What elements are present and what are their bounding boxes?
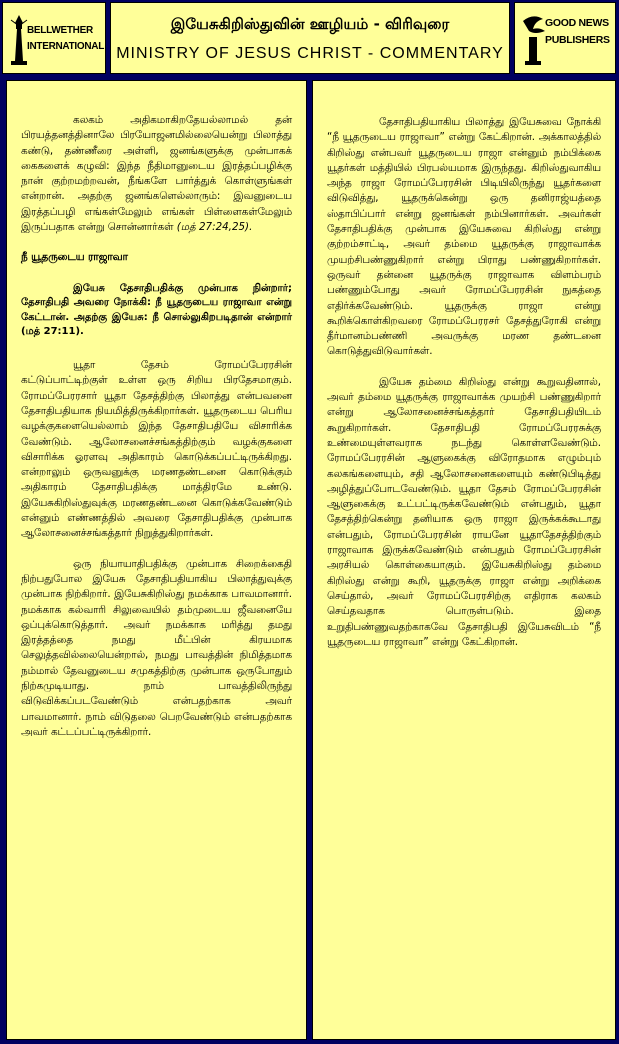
good-news-line2: PUBLISHERS xyxy=(545,34,610,46)
title-tamil: இயேசுகிறிஸ்துவின் ஊழியம் - விரிவுரை xyxy=(170,15,450,33)
bellwether-line2: INTERNATIONAL xyxy=(27,41,105,52)
right-column xyxy=(312,80,616,1040)
left-paragraph-2: யூதா தேசம் ரோமப்பேரரசின் கட்டுப்பாட்டிற்குள் உள்ள ஒரு சிறிய பிரதேசமாகும். ரோமப்பேரரசார் யூதா தேசத்திற்கு பிலாத்து என்பவனை தேசாதிபதியாக நியமித்திருக்கிறார்கள். யூதருடைய பெரிய வழக்குகளையெல்லாம் இந்த தேசாதிபதியே விசாரிக்க வேண்டும். ஆலோசனைச்சங்கத்திற்கும் வழக்குகளை விசாரிக்க ஓரளவு அதிகாரம் கொடுக்கப்பட்டிருக்கிறது. என்றாலும் ஒருவனுக்கு மரணதண்டனை கொடுக்கும் அதிகாரம் தேசாதிபதிக்கு மாத்திரமே உண்டு. இயேசுகிறிஸ்துவுக்கு மரணதண்டனை கொடுக்கவேண்டும் என்னும் எண்ணத்தில் அவரை தேசாதிபதிக்கு முன்பாக ஆலோசனைச்சங்கத்தார் நிறுத்துகிறார்கள். xyxy=(21,359,292,540)
scripture-reference: (மத் 27:24,25). xyxy=(176,221,253,234)
good-news-line1: GOOD NEWS xyxy=(545,17,609,29)
right-paragraph-2: இயேசு தம்மை கிறிஸ்து என்று கூறுவதினால், அவர் தம்மை யூதருக்கு ராஜாவாக்க முயற்சி பண்ணுகிறார் என்று ஆலோசனைச்சங்கத்தார் தேசாதிபதியிடம் கூறுகிறார்கள். தேசாதிபதி ரோமப்பேரரசுக்கு உண்மையுள்ளவராக நடந்து கொள்ளவேண்டும். ரோமப்பேரரசின் ஆளுகைக்கு விரோதமாக எழும்பும் கலகங்களையும், சதி ஆலோசனைகளையும் கண்டுபிடித்து அழித்துப்போடவேண்டும். யூதா தேசம் ரோமப்பேரரசின் ஆளுகைக்கு உட்பட்டிருக்கவேண்டும் என்பதும், யூதா தேசத்திற்கென்று தனியாக ஒரு ராஜா இருக்கக்கூடாது என்பதும், ரோமப்பேரரசின் ராயனே யூதாதேசத்திற்கும் ராஜாவாக இருக்கவேண்டும் என்பதும் ரோமப்பேரரசின் அரசியல் கொள்கையாகும். இயேசுகிறிஸ்து தம்மை கிறிஸ்து என்று கூறி, யூதருக்கு ராஜா என்று அறிக்கை செய்தால், அவர் ரோமப்பேரரசிற்கு எதிராக கலகம் செய்தவதாக பொருள்படும். இதை உறுதிபண்ணுவதற்காகவே தேசாதிபதி இயேசுவிடம் “நீ யூதருடைய ராஜாவா” என்று கேட்கிறான். xyxy=(327,375,601,648)
header-title-box xyxy=(110,2,510,74)
section-heading: நீ யூதருடைய ராஜாவா xyxy=(21,251,128,264)
left-paragraph-3: ஒரு நியாயாதிபதிக்கு முன்பாக சிறைக்கைதி நிற்பதுபோல இயேசு தேசாதிபதியாகிய பிலாத்துவுக்கு முன்பாக நிற்கிறார். இயேசுகிறிஸ்து நமக்காக பாவமானார். நமக்காக கல்வாரி சிலுவையில் தம்முடைய ஜீவனையே ஒப்புக்கொடுத்தார். அவர் நமக்காக மரித்து தமது இரத்தத்தை நமது மீட்பின் கிரயமாக செலுத்தவில்லையென்றால், நமது பாவத்தின் நிமித்தமாக நம்மால் தேவனுடைய சமுகத்திற்கு முன்பாக ஒருபோதும் நிற்கமுடியாது. நாம் பாவத்திலிருந்து விடுவிக்கப்படவேண்டும் என்பதற்காக அவர் பாவமானார். நாம் விடுதலை பெறவேண்டும் என்பதற்காக அவர் கட்டப்பட்டிருக்கிறார். xyxy=(21,557,292,738)
left-paragraph-1-text: கலகம் அதிகமாகிறதேயல்லாமல் தன் பிரயத்தனத்தினாலே பிரயோஜனமில்லையென்று பிலாத்து கண்டு, தண்ணீரை அள்ளி, ஜனங்களுக்கு முன்பாகக் கைகளைக் கழுவி: இந்த நீதிமானுடைய இரத்தப்பழிக்கு நான் குற்றமற்றவன், நீங்களே பார்த்துக் கொள்ளுங்கள் என்றான். அதற்கு ஜனங்களெல்லாரும்: இவனுடைய இரத்தப்பழி எங்கள்மேலும் எங்கள் பிள்ளைகள்மேலும் இருப்பதாக என்று சொன்னார்கள் xyxy=(21,114,292,234)
left-paragraph-1 xyxy=(21,113,292,235)
good-news-logo-text xyxy=(545,15,610,49)
good-news-logo-box xyxy=(514,2,616,74)
bellwether-logo-text xyxy=(27,23,104,55)
bellwether-line1: BELLWETHER xyxy=(27,25,93,36)
scripture-quote: இயேசு தேசாதிபதிக்கு முன்பாக நின்றார்; தேசாதிபதி அவரை நோக்கி: நீ யூதருடைய ராஜாவா என்று கேட்டான். அதற்கு இயேசு: நீ சொல்லுகிறபடிதான் என்றார் (மத் 27:11). xyxy=(21,282,292,338)
bellwether-logo xyxy=(9,9,105,69)
bellwether-logo-box xyxy=(2,2,106,74)
left-column xyxy=(6,80,307,1040)
title-english: MINISTRY OF JESUS CHRIST - COMMENTARY xyxy=(116,45,504,62)
right-paragraph-1: தேசாதிபதியாகிய பிலாத்து இயேசுவை நோக்கி “நீ யூதருடைய ராஜாவா” என்று கேட்கிறான். அக்காலத்தில் கிறிஸ்து என்பவர் யூதருடைய ராஜா என்னும் நம்பிக்கை யூதர்கள் மத்தியில் பிரபல்யமாக இருந்தது. கிறிஸ்துவாகிய அந்த ராஜா ரோமப்பேரரசின் பிடியிலிருந்து யூதர்களை விடுவித்து, யூதருக்கென்று ஒரு தனிராஜ்யத்தை ஸ்தாபிப்பார் என்று ஜனங்கள் நம்பினார்கள். அவர்கள் தேசாதிபதிக்கு முன்பாக இயேசுவை கிறிஸ்து என்று குற்றம்சாட்டி, அவர் தம்மை யூதருக்கு ராஜாவாக்க முயற்சிபண்ணுகிறார் என்று பிராது பண்ணுகிறார்கள். ஒருவர் தன்னை யூதருக்கு ராஜாவாக விளம்பரம் பண்ணும்போது அவர் ரோமப்பேரரசின் நுகத்தை எதிர்க்கவேண்டும். யூதருக்கு ராஜா என்று கூறிக்கொள்கிறவரை ரோமப்பேரரசர் தேசத்துரோகி என்று தீர்மானம்பண்ணி அவருக்கு மரண தண்டனை கொடுத்துவிடுவார்கள். xyxy=(327,116,601,358)
